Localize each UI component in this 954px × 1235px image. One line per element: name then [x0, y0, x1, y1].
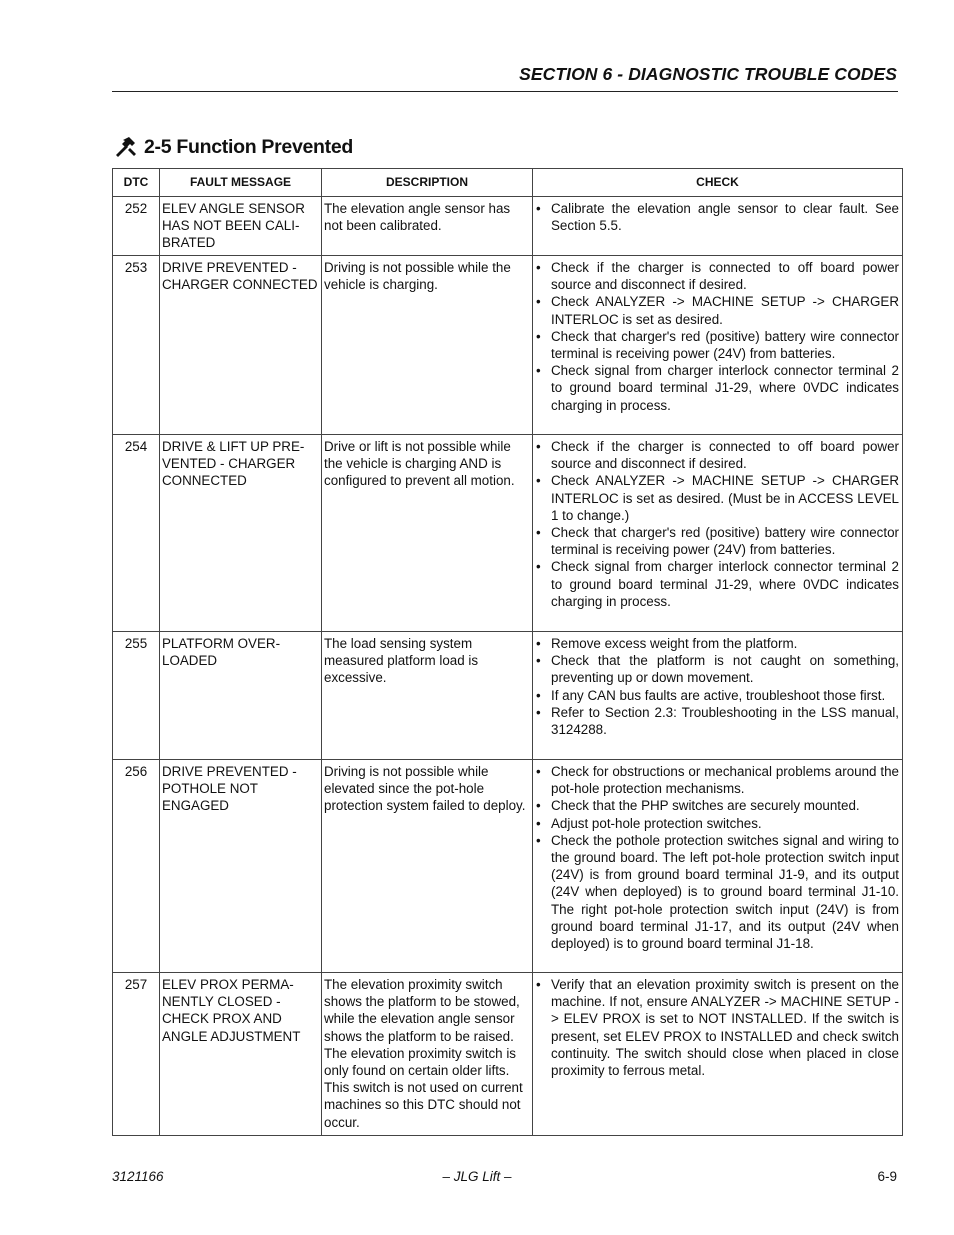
footer-center-label: – JLG Lift –	[442, 1169, 512, 1184]
check-item: • Check that the PHP switches are securely mounted.	[536, 797, 899, 814]
dtc-code: 253	[113, 256, 160, 435]
dtc-table	[112, 168, 903, 1136]
check-item: • Check that the platform is not caught on something, preventing up or down movement.	[536, 652, 899, 686]
check-item: • If any CAN bus faults are active, troubleshoot those first.	[536, 687, 899, 704]
table-row	[113, 435, 903, 632]
fault-message: DRIVE & LIFT UP PRE-VENTED - CHARGER CONNECTED	[160, 435, 322, 632]
table-row	[113, 197, 903, 256]
description: The load sensing system measured platform load is excessive.	[322, 632, 533, 760]
description: Drive or lift is not possible while the vehicle is charging AND is configured to prevent all motion.	[322, 435, 533, 632]
description: The elevation angle sensor has not been calibrated.	[322, 197, 533, 256]
check-item: • Verify that an elevation proximity switch is present on the machine. If not, ensure ANALYZER -> MACHINE SETUP -> ELEV PROX is set to NOT INSTALLED. If the switch is present, set ELEV PROX to INSTALLED and check switch continuity. The switch should close when placed in close proximity to ferrous metal.	[536, 976, 899, 1079]
check-item: • Refer to Section 2.3: Troubleshooting in the LSS manual, 3124288.	[536, 704, 899, 738]
check-cell	[533, 435, 903, 632]
footer-doc-number: 3121166	[112, 1169, 164, 1184]
section-header-title: SECTION 6 - DIAGNOSTIC TROUBLE CODES	[519, 64, 897, 84]
footer-page-number: 6-9	[877, 1169, 897, 1184]
table-row	[113, 256, 903, 435]
dtc-code: 256	[113, 760, 160, 973]
check-item: • Check if the charger is connected to off board power source and disconnect if desired.	[536, 259, 899, 293]
column-header-dtc: DTC	[113, 169, 160, 197]
fault-message: PLATFORM OVER-LOADED	[160, 632, 322, 760]
table-row	[113, 973, 903, 1136]
check-item: • Calibrate the elevation angle sensor to clear fault. See Section 5.5.	[536, 200, 899, 234]
table-row	[113, 632, 903, 760]
fault-message: DRIVE PREVENTED - POTHOLE NOT ENGAGED	[160, 760, 322, 973]
table-row	[113, 760, 903, 973]
check-item: • Check signal from charger interlock connector terminal 2 to ground board terminal J1-29, where 0VDC indicates charging in process.	[536, 558, 899, 610]
column-header-check: CHECK	[533, 169, 903, 197]
check-cell	[533, 632, 903, 760]
section-title: 2-5 Function Prevented	[144, 135, 354, 158]
description: Driving is not possible while the vehicle is charging.	[322, 256, 533, 435]
header-divider	[112, 91, 898, 92]
column-header-fault-message: FAULT MESSAGE	[160, 169, 322, 197]
check-item: • Check ANALYZER -> MACHINE SETUP -> CHARGER INTERLOC is set as desired. (Must be in ACCESS LEVEL 1 to change.)	[536, 472, 899, 524]
check-item: • Check for obstructions or mechanical problems around the pot-hole protection mechanisms.	[536, 763, 899, 797]
description: The elevation proximity switch shows the platform to be stowed, while the elevation angle sensor shows the platform to be raised. The elevation proximity switch is only found on certain older lifts. This switch is not used on current machines so this DTC should not occur.	[322, 973, 533, 1136]
dtc-code: 257	[113, 973, 160, 1136]
check-cell	[533, 197, 903, 256]
check-item: • Check the pothole protection switches signal and wiring to the ground board. The left pot-hole protection switch input (24V) is from ground board terminal J1-9, and its output (24V when deployed) is to ground board terminal J1-10. The right pot-hole protection switch input (24V) is from ground board terminal J1-17, and its output (24V when deployed) is to ground board terminal J1-18.	[536, 832, 899, 952]
dtc-code: 255	[113, 632, 160, 760]
check-item: • Check that charger's red (positive) battery wire connector terminal is receiving power (24V) from batteries.	[536, 328, 899, 362]
fault-message: DRIVE PREVENTED - CHARGER CONNECTED	[160, 256, 322, 435]
check-item: • Adjust pot-hole protection switches.	[536, 815, 899, 832]
table-header-row	[113, 169, 903, 197]
check-item: • Check that charger's red (positive) battery wire connector terminal is receiving power (24V) from batteries.	[536, 524, 899, 558]
column-header-description: DESCRIPTION	[322, 169, 533, 197]
check-item: • Check signal from charger interlock connector terminal 2 to ground board terminal J1-29, where 0VDC indicates charging in process.	[536, 362, 899, 414]
description: Driving is not possible while elevated since the pot-hole protection system failed to deploy.	[322, 760, 533, 973]
fault-message: ELEV ANGLE SENSOR HAS NOT BEEN CALI-BRATED	[160, 197, 322, 256]
check-cell	[533, 760, 903, 973]
fault-message: ELEV PROX PERMA-NENTLY CLOSED - CHECK PROX AND ANGLE ADJUSTMENT	[160, 973, 322, 1136]
check-cell	[533, 973, 903, 1136]
section-heading	[113, 134, 353, 160]
dtc-code: 252	[113, 197, 160, 256]
check-cell	[533, 256, 903, 435]
dtc-code: 254	[113, 435, 160, 632]
check-item: • Remove excess weight from the platform.	[536, 635, 899, 652]
check-item: • Check if the charger is connected to off board power source and disconnect if desired.	[536, 438, 899, 472]
wrench-hammer-icon	[113, 134, 139, 160]
check-item: • Check ANALYZER -> MACHINE SETUP -> CHARGER INTERLOC is set as desired.	[536, 293, 899, 327]
